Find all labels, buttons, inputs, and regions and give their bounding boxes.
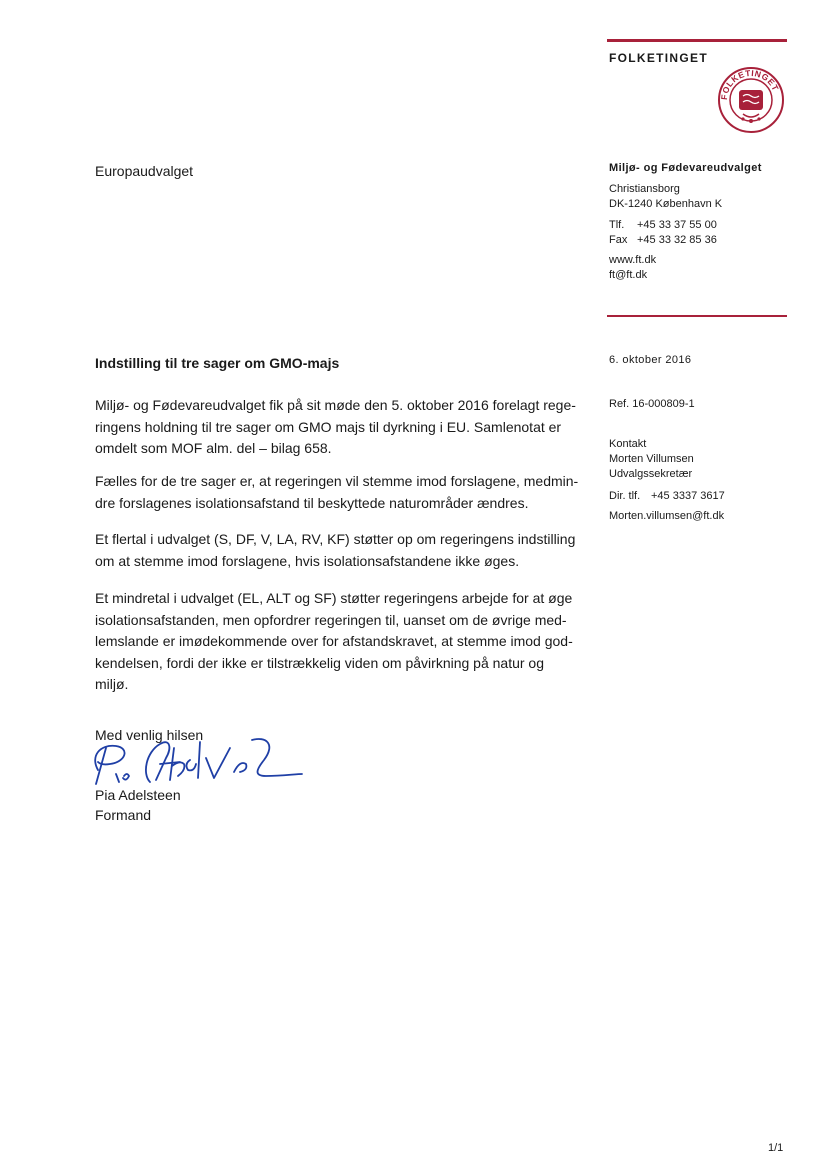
signatory-block [95, 785, 181, 825]
header-top-rule [607, 39, 787, 42]
body-line: miljø. [95, 676, 129, 692]
closing-greeting: Med venlig hilsen [95, 727, 204, 743]
body-line: Miljø- og Fødevareudvalget fik på sit møde den 5. oktober 2016 forelagt rege- [95, 397, 576, 413]
contact-email-link[interactable]: Morten.villumsen@ft.dk [609, 510, 725, 522]
contact-name: Morten Villumsen [609, 453, 694, 465]
signatory-title: Formand [95, 807, 152, 823]
body-line: om at stemme imod forslagene, hvis isolationsafstandene ikke øges. [95, 552, 520, 569]
fax-number: +45 33 32 85 36 [637, 234, 717, 246]
body-line: isolationsafstanden, men opfordrer regeringen til, uanset om de øvrige med- [95, 611, 567, 628]
body-line: Et mindretal i udvalget (EL, ALT og SF) støtter regeringens arbejde for at øge [95, 590, 573, 606]
body-line: Et flertal i udvalget (S, DF, V, LA, RV, KF) støtter op om regeringens indstilling [95, 531, 576, 547]
contact-title: Udvalgssekretær [609, 468, 693, 480]
body-line: kendelsen, fordi der ikke er tilstrækkelig viden om påvirkning på natur og [95, 654, 545, 671]
header-bottom-rule [607, 315, 787, 317]
org-name: FOLKETINGET [609, 51, 708, 65]
body-line: Fælles for de tre sager er, at regeringen vil stemme imod forslagene, medmin- [95, 473, 579, 489]
contact-block [609, 437, 725, 524]
handwritten-signature [86, 734, 306, 790]
body-line: dre forslagenes isolationsafstand til beskyttede naturområder ændres. [95, 494, 529, 511]
sender-committee: Miljø- og Fødevareudvalget [609, 162, 762, 174]
body-paragraph [95, 588, 573, 696]
email-link[interactable]: ft@ft.dk [609, 269, 648, 281]
sender-block [609, 161, 762, 283]
folketinget-seal-icon [717, 66, 785, 134]
phone-label: Tlf. [609, 219, 625, 231]
contact-label: Kontakt [609, 438, 647, 450]
sender-phone-row [609, 218, 762, 233]
direct-phone-number: +45 3337 3617 [651, 490, 725, 502]
recipient: Europaudvalget [95, 163, 194, 179]
body-line: ringens holdning til tre sager om GMO majs til dyrkning i EU. Samlenotat er [95, 418, 562, 435]
sender-address-line: Christiansborg [609, 183, 680, 195]
body-paragraph [95, 395, 576, 460]
web-link[interactable]: www.ft.dk [609, 254, 657, 266]
sender-address-line: DK-1240 København K [609, 198, 723, 210]
sender-fax-row [609, 233, 762, 248]
direct-phone-label: Dir. tlf. [609, 490, 641, 502]
body-paragraph [95, 529, 575, 572]
signatory-name: Pia Adelsteen [95, 787, 181, 803]
body-line: lemslande er imødekommende over for afstandskravet, at stemme imod god- [95, 633, 573, 649]
letter-subject: Indstilling til tre sager om GMO-majs [95, 355, 340, 371]
direct-phone-row [609, 489, 725, 504]
page-number: 1/1 [768, 1142, 784, 1154]
fax-label: Fax [609, 234, 628, 246]
body-paragraph [95, 471, 578, 514]
letter-date: 6. oktober 2016 [609, 354, 692, 366]
reference-number: Ref. 16-000809-1 [609, 398, 695, 410]
body-line: omdelt som MOF alm. del – bilag 658. [95, 440, 332, 456]
seal-text: FOLKETINGET [718, 67, 781, 101]
phone-number: +45 33 37 55 00 [637, 219, 717, 231]
